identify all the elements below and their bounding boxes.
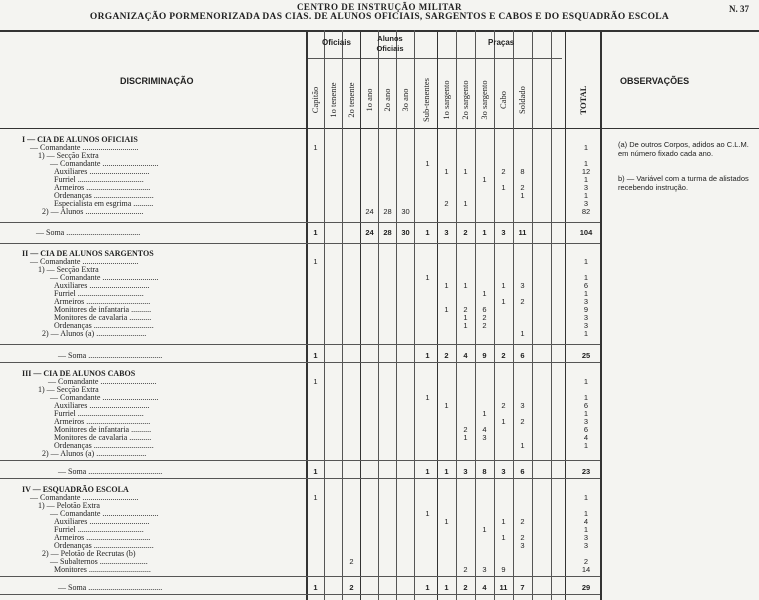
table-cell: 1 (425, 228, 430, 237)
row-label: Ordenanças .............................. (54, 541, 154, 550)
total-cell: 1 (583, 493, 589, 502)
sub-header-cabo: Cabo (498, 91, 508, 109)
table-cell: 2 (444, 199, 449, 208)
total-cell: 3 (583, 297, 589, 306)
row-label: Auxiliares .............................. (54, 401, 150, 410)
row-label: Ordenanças .............................. (54, 441, 154, 450)
table-cell: 2 (501, 167, 506, 176)
table-cell: 2 (482, 321, 487, 330)
table-cell: 4 (463, 351, 468, 360)
row-label: I — CIA DE ALUNOS OFICIAIS (22, 135, 138, 144)
table-cell: 3 (520, 281, 525, 290)
table-cell: 1 (313, 228, 318, 237)
table-cell: 1 (482, 409, 487, 418)
table-cell: 6 (520, 351, 525, 360)
total-cell: 1 (583, 441, 589, 450)
table-cell: 11 (518, 228, 527, 237)
table-cell: 3 (444, 228, 449, 237)
row-label: — Soma ..................................... (58, 351, 163, 360)
table-cell: 6 (520, 467, 525, 476)
table-cell: 2 (349, 583, 354, 592)
row-label: 1) — Secção Extra (38, 385, 99, 394)
row-label: — Comandante ............................ (30, 143, 139, 152)
total-cell: 3 (583, 321, 589, 330)
sub-header-2o-tenente: 2o tenente (346, 82, 356, 118)
sub-header-1o-sargento: 1o sargento (441, 80, 451, 120)
table-cell: 2 (444, 351, 449, 360)
section-rule (0, 460, 600, 461)
total-cell: 1 (583, 393, 589, 402)
total-cell: 3 (583, 183, 589, 192)
table-cell: 1 (313, 493, 318, 502)
table-cell: 30 (401, 207, 410, 216)
total-cell: 1 (583, 509, 589, 518)
table-cell: 3 (482, 433, 487, 442)
table-cell: 1 (463, 433, 468, 442)
total-cell: 29 (581, 583, 591, 592)
table-cell: 2 (482, 313, 487, 322)
table-cell: 1 (501, 517, 506, 526)
row-label: Armeiros ................................ (54, 297, 151, 306)
row-label: Auxiliares .............................. (54, 167, 150, 176)
row-label: — Comandante ............................ (50, 393, 159, 402)
table-cell: 3 (520, 401, 525, 410)
table-cell: 1 (501, 281, 506, 290)
table-cell: 8 (482, 467, 487, 476)
row-label: — Comandante ............................ (30, 257, 139, 266)
sub-header-total: TOTAL (578, 85, 588, 115)
row-label: 2) — Alunos ............................. (42, 207, 144, 216)
table-cell: 2 (520, 417, 525, 426)
row-label: Ordenanças .............................. (54, 321, 154, 330)
table-row-soma (0, 467, 759, 476)
table-row (0, 449, 759, 458)
table-cell: 1 (444, 281, 449, 290)
table-cell: 2 (349, 557, 354, 566)
total-cell: 6 (583, 401, 589, 410)
total-cell: 12 (581, 167, 591, 176)
table-cell: 28 (383, 228, 392, 237)
table-cell: 1 (444, 401, 449, 410)
table-cell: 1 (313, 257, 318, 266)
page-number: N. 37 (729, 4, 749, 14)
table-cell: 1 (463, 321, 468, 330)
total-cell: 3 (583, 199, 589, 208)
total-cell: 1 (583, 257, 589, 266)
row-label: 1) — Secção Extra (38, 151, 99, 160)
header-centro: CENTRO DE INSTRUÇÃO MILITAR (296, 2, 463, 12)
pracas-group-header: Praças (488, 38, 515, 47)
total-cell: 6 (583, 281, 589, 290)
table-cell: 1 (425, 509, 430, 518)
row-label: 2) — Alunos (a) ......................... (42, 329, 147, 338)
table-cell: 1 (313, 351, 318, 360)
table-row-soma (0, 228, 759, 237)
sub-header-1o-ano: 1o ano (364, 88, 374, 112)
row-label: 2) — Pelotão de Recrutas (b) (42, 549, 136, 558)
row-label: — Soma ..................................... (58, 583, 163, 592)
table-cell: 30 (401, 228, 410, 237)
sub-header-soldado: Soldado (517, 86, 527, 114)
table-cell: 2 (520, 183, 525, 192)
row-label: Ordenanças .............................. (54, 191, 154, 200)
row-label: — Soma ..................................... (36, 228, 141, 237)
table-cell: 1 (313, 377, 318, 386)
row-label: — Comandante ............................ (50, 273, 159, 282)
table-cell: 1 (482, 525, 487, 534)
table-row (0, 207, 759, 216)
section-rule (0, 344, 600, 345)
row-label: II — CIA DE ALUNOS SARGENTOS (22, 249, 154, 258)
section-rule (0, 222, 600, 223)
row-label: — Soma ..................................... (58, 467, 163, 476)
total-cell: 6 (583, 425, 589, 434)
table-row-soma (0, 351, 759, 360)
table-cell: 28 (383, 207, 392, 216)
table-cell: 1 (463, 167, 468, 176)
table-cell: 1 (444, 467, 449, 476)
table-cell: 2 (520, 517, 525, 526)
table-cell: 3 (482, 565, 487, 574)
total-cell: 104 (579, 228, 593, 237)
row-label: — Comandante ............................ (30, 493, 139, 502)
table-cell: 1 (501, 183, 506, 192)
total-cell: 1 (583, 159, 589, 168)
table-cell: 1 (501, 533, 506, 542)
section-rule (0, 243, 600, 244)
total-cell: 9 (583, 305, 589, 314)
total-cell: 1 (583, 377, 589, 386)
table-cell: 1 (425, 583, 430, 592)
table-cell: 1 (425, 393, 430, 402)
table-cell: 8 (520, 167, 525, 176)
note-a: (a) De outros Corpos, adidos ao C.L.M. em número fixado cada ano. (618, 140, 749, 158)
row-label: 1) — Pelotão Extra (38, 501, 100, 510)
row-label: Monitores ............................... (54, 565, 151, 574)
total-cell: 1 (583, 329, 589, 338)
sub-header-1o-tenente: 1o tenente (328, 82, 338, 118)
row-label: Furriel ................................. (54, 525, 144, 534)
group-header-rule (308, 58, 562, 59)
table-cell: 1 (313, 143, 318, 152)
section-rule (0, 594, 600, 595)
total-cell: 1 (583, 191, 589, 200)
total-cell: 4 (583, 433, 589, 442)
total-cell: 2 (583, 557, 589, 566)
table-cell: 1 (463, 199, 468, 208)
total-cell: 3 (583, 313, 589, 322)
alunos-group-header: Alunos Oficiais (376, 34, 404, 53)
table-cell: 1 (501, 297, 506, 306)
table-cell: 2 (520, 297, 525, 306)
table-cell: 1 (482, 175, 487, 184)
table-cell: 2 (463, 228, 468, 237)
row-label: Furriel ................................. (54, 289, 144, 298)
note-b: b) — Variável com a turma de alistados recebendo instrução. (618, 174, 749, 192)
sub-header-2o-sargento: 2o sargento (460, 80, 470, 120)
table-cell: 1 (501, 417, 506, 426)
header-bottom-rule (0, 128, 759, 129)
total-cell: 3 (583, 533, 589, 542)
table-cell: 1 (444, 517, 449, 526)
table-cell: 1 (482, 228, 487, 237)
row-label: Auxiliares .............................. (54, 517, 150, 526)
total-cell: 4 (583, 517, 589, 526)
row-label: Especialista em esgrima .......... (54, 199, 154, 208)
table-row (0, 329, 759, 338)
table-top-rule (0, 30, 759, 32)
total-cell: 3 (583, 417, 589, 426)
total-cell: 1 (583, 409, 589, 418)
row-label: Monitores de infantaria .......... (54, 305, 152, 314)
table-cell: 1 (444, 583, 449, 592)
table-cell: 1 (520, 329, 525, 338)
sub-header-3o-sargento: 3o sargento (479, 80, 489, 120)
row-label: Auxiliares .............................. (54, 281, 150, 290)
row-label: Armeiros ................................ (54, 533, 151, 542)
table-cell: 2 (463, 565, 468, 574)
row-label: 2) — Alunos (a) ......................... (42, 449, 147, 458)
table-cell: 1 (425, 351, 430, 360)
table-cell: 1 (482, 289, 487, 298)
table-cell: 3 (501, 228, 506, 237)
table-cell: 2 (463, 425, 468, 434)
row-label: — Comandante ............................ (48, 377, 157, 386)
row-label: Monitores de cavalaria ........... (54, 313, 152, 322)
total-cell: 25 (581, 351, 591, 360)
table-cell: 6 (482, 305, 487, 314)
total-cell: 1 (583, 175, 589, 184)
total-cell: 1 (583, 273, 589, 282)
table-cell: 7 (520, 583, 525, 592)
table-cell: 1 (444, 305, 449, 314)
table-row (0, 565, 759, 574)
table-cell: 3 (501, 467, 506, 476)
total-cell: 14 (581, 565, 591, 574)
header-title: ORGANIZAÇÃO PORMENORIZADA DAS CIAS. DE ALUNOS OFICIAIS, SARGENTOS E CABOS E DO ESQUADRÃO ESCOLA (89, 12, 670, 22)
observacoes-header: OBSERVAÇÕES (620, 76, 690, 86)
table-cell: 3 (463, 467, 468, 476)
section-rule (0, 478, 600, 479)
row-label: — Comandante ............................ (50, 509, 159, 518)
table-cell: 2 (501, 351, 506, 360)
total-cell: 1 (583, 289, 589, 298)
row-label: Monitores de cavalaria ........... (54, 433, 152, 442)
row-label: Monitores de infantaria .......... (54, 425, 152, 434)
sub-header-2o-ano: 2o ano (382, 88, 392, 112)
table-row-soma (0, 583, 759, 592)
table-cell: 24 (365, 228, 374, 237)
table-cell: 1 (425, 159, 430, 168)
table-cell: 24 (365, 207, 374, 216)
total-cell: 82 (581, 207, 591, 216)
table-cell: 1 (444, 167, 449, 176)
row-label: — Subalternos ........................ (50, 557, 148, 566)
oficiais-group-header: Oficiais (322, 38, 351, 47)
sub-header-3o-ano: 3o ano (400, 88, 410, 112)
row-label: III — CIA DE ALUNOS CABOS (22, 369, 136, 378)
table-cell: 1 (463, 281, 468, 290)
row-label: Furriel ................................. (54, 175, 144, 184)
table-cell: 1 (463, 313, 468, 322)
table-cell: 1 (313, 583, 318, 592)
table-cell: 1 (520, 191, 525, 200)
table-cell: 2 (463, 583, 468, 592)
row-label: IV — ESQUADRÃO ESCOLA (22, 485, 129, 494)
table-cell: 3 (520, 541, 525, 550)
table-cell: 2 (520, 533, 525, 542)
row-label: Furriel ................................. (54, 409, 144, 418)
table-cell: 2 (463, 305, 468, 314)
table-cell: 1 (425, 467, 430, 476)
table-cell: 9 (482, 351, 487, 360)
table-cell: 4 (482, 425, 487, 434)
total-cell: 23 (581, 467, 591, 476)
total-cell: 1 (583, 143, 589, 152)
row-label: — Comandante ............................ (50, 159, 159, 168)
table-cell: 9 (501, 565, 506, 574)
table-cell: 1 (313, 467, 318, 476)
row-label: 1) — Secção Extra (38, 265, 99, 274)
section-rule (0, 362, 600, 363)
table-cell: 2 (501, 401, 506, 410)
row-label: Armeiros ................................ (54, 183, 151, 192)
table-cell: 1 (520, 441, 525, 450)
discriminacao-header: DISCRIMINAÇÃO (120, 76, 194, 86)
total-cell: 1 (583, 525, 589, 534)
table-cell: 4 (482, 583, 487, 592)
row-label: Armeiros ................................ (54, 417, 151, 426)
sub-header-sub-tenentes: Sub-tenentes (421, 78, 431, 122)
section-rule (0, 576, 600, 577)
table-cell: 1 (425, 273, 430, 282)
total-cell: 3 (583, 541, 589, 550)
sub-header-capitao: Capitão (310, 86, 320, 114)
table-cell: 11 (499, 583, 508, 592)
